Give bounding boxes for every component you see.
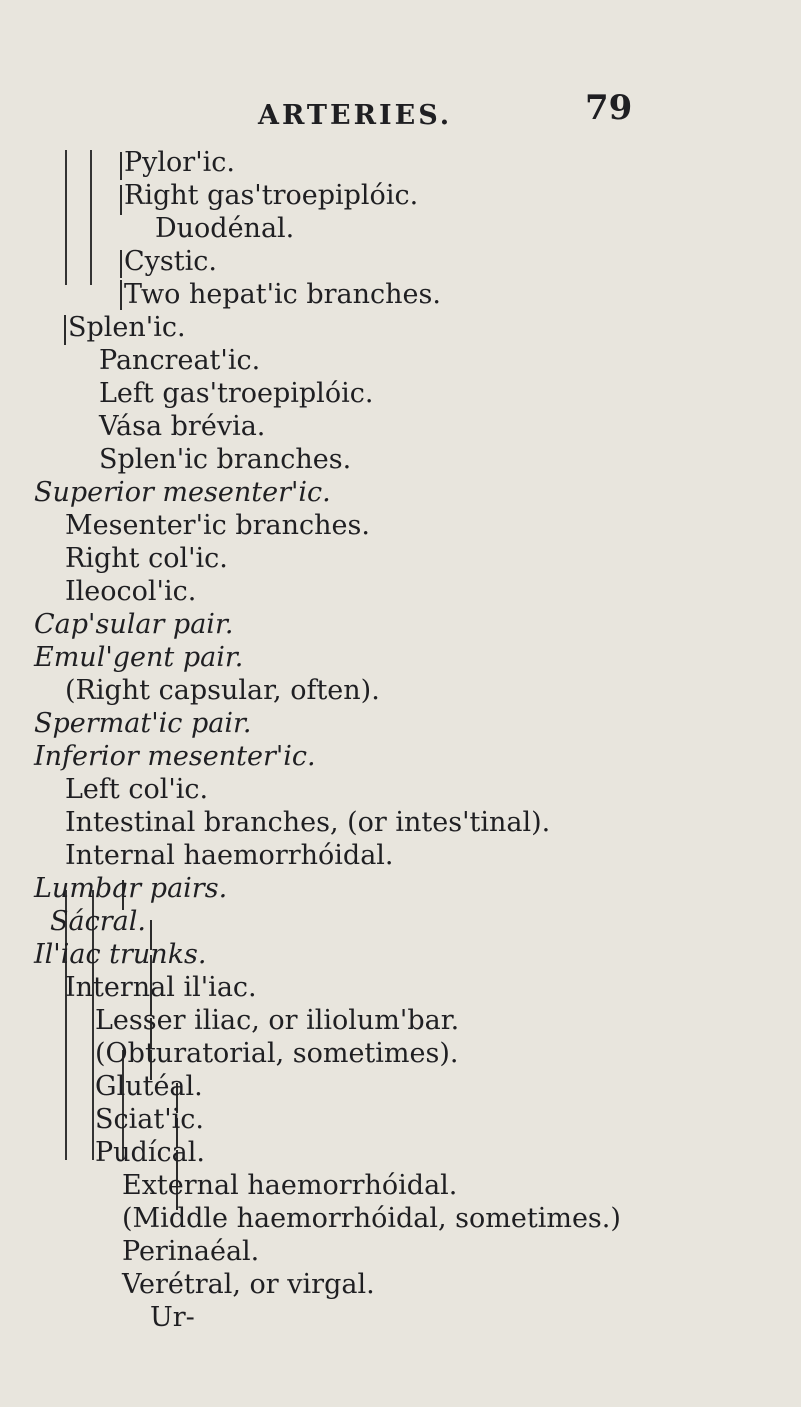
bracket-mark <box>120 152 122 180</box>
bracket-mark <box>120 185 122 215</box>
text-line: (Right capsular, often). <box>65 675 380 706</box>
text-line: Left col'ic. <box>65 774 209 805</box>
text-line: Ur- <box>150 1302 195 1333</box>
text-line: Spermat'ic pair. <box>34 708 252 739</box>
text-line: Mesenter'ic branches. <box>65 510 370 541</box>
text-line: Emul'gent pair. <box>34 642 244 673</box>
text-line: Pylor'ic. <box>124 147 235 178</box>
text-line: Internal il'iac. <box>65 972 257 1003</box>
text-line: Duodénal. <box>155 213 295 244</box>
bracket-mark <box>120 250 122 278</box>
text-line: Glutéal. <box>95 1071 203 1102</box>
text-line: (Middle haemorrhóidal, sometimes.) <box>122 1203 621 1234</box>
brace-rule <box>90 150 92 285</box>
text-line: Left gas'troepiplóic. <box>99 378 374 409</box>
text-line: External haemorrhóidal. <box>122 1170 458 1201</box>
page-number: 79 <box>585 88 633 128</box>
text-line: Two hepat'ic branches. <box>124 279 441 310</box>
text-line: (Obturatorial, sometimes). <box>95 1038 459 1069</box>
text-line: Splen'ic branches. <box>99 444 352 475</box>
text-line: Cystic. <box>124 246 217 277</box>
text-line: Right col'ic. <box>65 543 228 574</box>
text-line: Lumbar pairs. <box>34 873 228 904</box>
text-line: Internal haemorrhóidal. <box>65 840 394 871</box>
text-line: Verétral, or virgal. <box>122 1269 375 1300</box>
text-line: Perinaéal. <box>122 1236 260 1267</box>
text-line: Pancreat'ic. <box>99 345 261 376</box>
bracket-mark <box>120 280 122 310</box>
text-line: Sciat'ic. <box>95 1104 204 1135</box>
text-line: Lesser iliac, or iliolum'bar. <box>95 1005 460 1036</box>
text-line: Sácral. <box>50 906 146 937</box>
bracket-mark <box>64 315 66 345</box>
text-line: Intestinal branches, (or intes'tinal). <box>65 807 551 838</box>
text-line: Vása brévia. <box>99 411 266 442</box>
brace-rule <box>65 150 67 285</box>
text-line: Splen'ic. <box>68 312 186 343</box>
page-header: ARTERIES. <box>258 100 453 131</box>
text-line: Cap'sular pair. <box>34 609 234 640</box>
text-line: Right gas'troepiplóic. <box>124 180 419 211</box>
text-line: Pudícal. <box>95 1137 205 1168</box>
text-line: Inferior mesenter'ic. <box>34 741 316 772</box>
text-line: Superior mesenter'ic. <box>34 477 331 508</box>
text-line: Il'iac trunks. <box>34 939 207 970</box>
text-line: Ileocol'ic. <box>65 576 197 607</box>
